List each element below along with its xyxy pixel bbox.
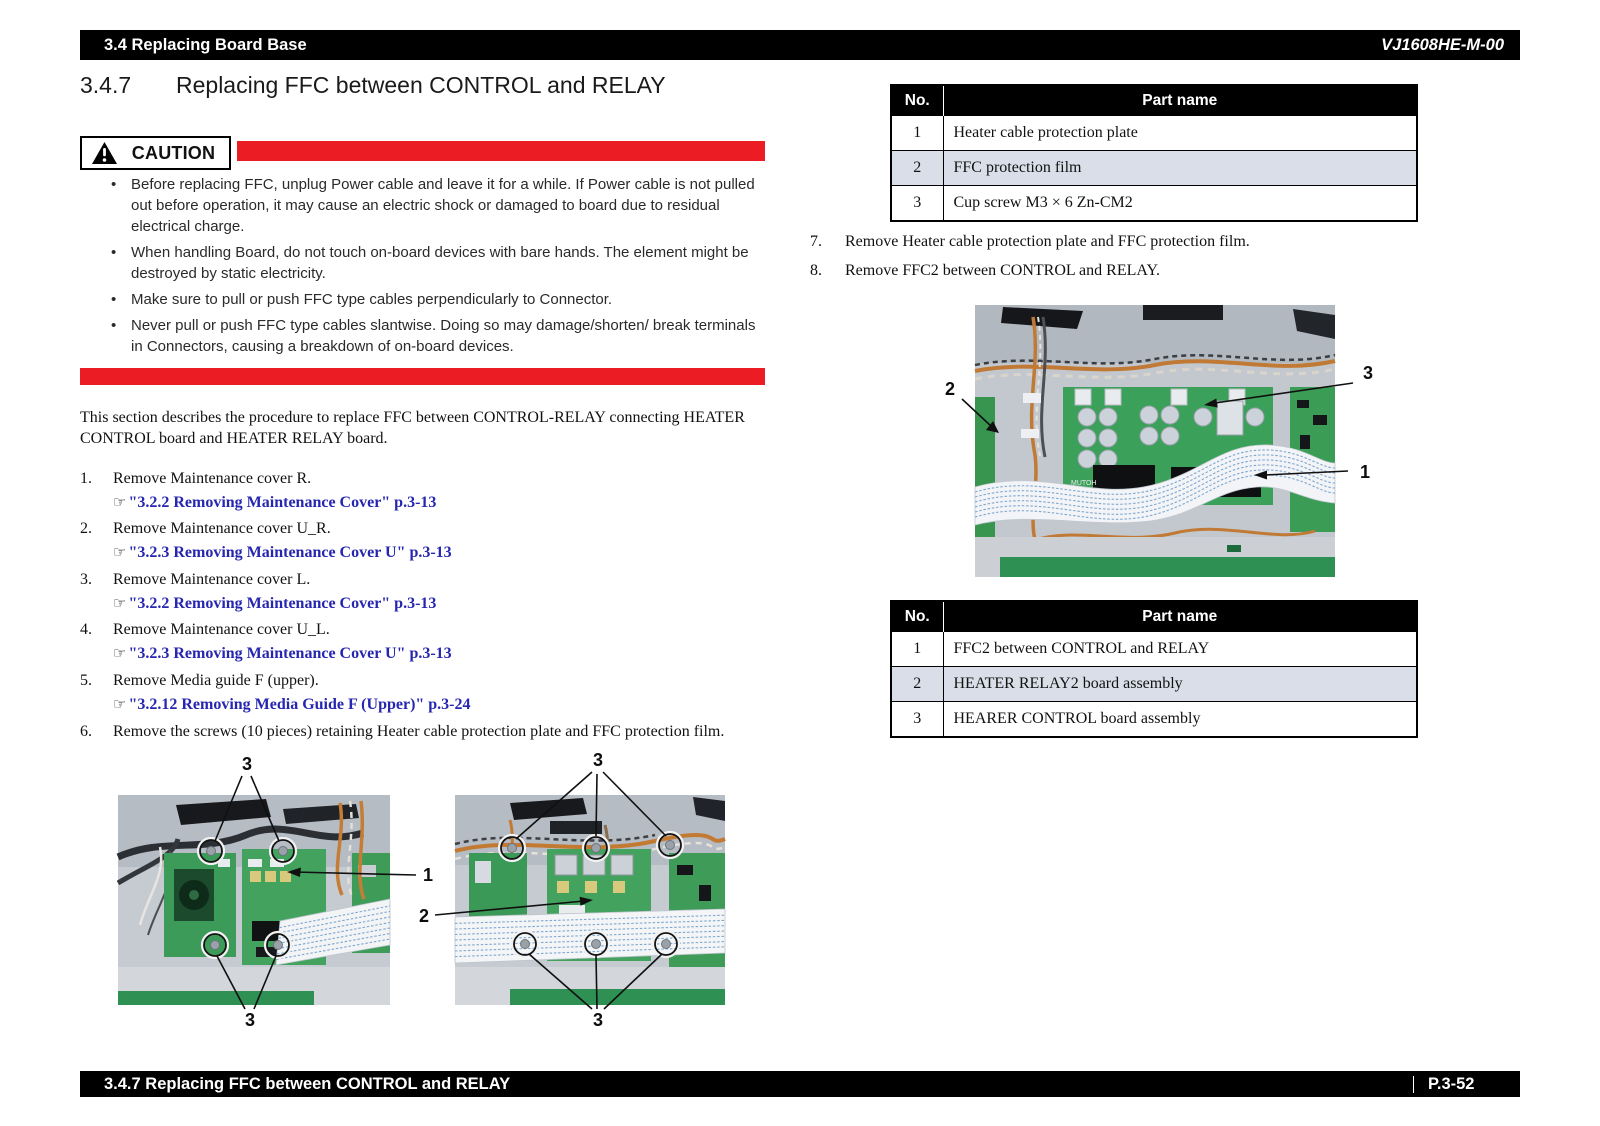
reference-hand-icon: ☞ [113, 493, 127, 511]
table-row [891, 667, 1417, 702]
caution-red-bar [237, 141, 765, 161]
parts-table-bottom [890, 600, 1418, 738]
table-row [891, 116, 1417, 151]
table-row [891, 632, 1417, 667]
warning-triangle-icon [91, 141, 118, 165]
step-text: Remove FFC2 between CONTROL and RELAY. [845, 262, 1160, 279]
photo-relay-board [975, 305, 1335, 577]
caution-label: CAUTION [131, 142, 216, 163]
step-item [80, 469, 770, 513]
caution-item-text: Make sure to pull or push FFC type cables perpendicularly to Connector. [131, 291, 613, 308]
step-item [80, 519, 770, 563]
table-header-row [891, 85, 1417, 116]
step-number: 2. [80, 520, 92, 537]
step-number: 4. [80, 621, 92, 638]
table-row [891, 702, 1417, 738]
step-text: Remove Maintenance cover L. [113, 571, 311, 588]
cell-part: Cup screw M3 × 6 Zn-CM2 [943, 186, 1417, 222]
cell-part: Heater cable protection plate [943, 116, 1417, 151]
step-reference-link[interactable]: "3.2.3 Removing Maintenance Cover U" p.3-13 [128, 645, 452, 662]
step-number: 6. [80, 723, 92, 740]
cell-no: 3 [891, 186, 943, 222]
caution-item [108, 174, 758, 237]
step-item [80, 722, 780, 742]
step-reference-link[interactable]: "3.2.2 Removing Maintenance Cover" p.3-13 [128, 595, 437, 612]
callout-label: 2 [418, 906, 430, 926]
table-row [891, 186, 1417, 222]
step-number: 1. [80, 470, 92, 487]
table-header-row [891, 601, 1417, 632]
callout-label: 3 [241, 754, 253, 774]
step-reference-link[interactable]: "3.2.12 Removing Media Guide F (Upper)" p.3-24 [128, 696, 471, 713]
step-item [80, 671, 770, 715]
caution-item-text: Never pull or push FFC type cables slantwise. Doing so may damage/shorten/ break terminals in Connectors, causing a breakdown of on-board devices. [131, 317, 756, 355]
callout-label: 1 [423, 865, 434, 885]
step-reference-link[interactable]: "3.2.2 Removing Maintenance Cover" p.3-13 [128, 494, 437, 511]
step-text: Remove Maintenance cover R. [113, 470, 312, 487]
cell-no: 2 [891, 667, 943, 702]
col-header-no: No. [891, 85, 943, 116]
callout-label: 3 [244, 1010, 256, 1030]
cell-no: 1 [891, 116, 943, 151]
reference-hand-icon: ☞ [113, 543, 127, 561]
reference-hand-icon: ☞ [113, 594, 127, 612]
parts-table-top [890, 84, 1418, 222]
caution-item-text: When handling Board, do not touch on-board devices with bare hands. The element might be destroyed by static electricity. [131, 244, 749, 282]
callout-label: 2 [944, 379, 956, 399]
step-text: Remove Maintenance cover U_R. [113, 520, 331, 537]
page-number: P.3-52 [1428, 1074, 1475, 1093]
section-number: 3.4.7 [80, 72, 132, 98]
cell-part: HEARER CONTROL board assembly [943, 702, 1417, 738]
cell-part: FFC2 between CONTROL and RELAY [943, 632, 1417, 667]
cell-no: 3 [891, 702, 943, 738]
step-text: Remove the screws (10 pieces) retaining Heater cable protection plate and FFC protection film. [113, 723, 725, 740]
cell-no: 2 [891, 151, 943, 186]
footer-bar [80, 1071, 1520, 1097]
callout-label: 1 [1359, 462, 1371, 482]
callout-label: 3 [592, 1010, 604, 1030]
step-text: Remove Maintenance cover U_L. [113, 621, 330, 638]
reference-hand-icon: ☞ [113, 695, 127, 713]
caution-list [108, 174, 758, 362]
col-header-no: No. [891, 601, 943, 632]
section-title-text: Replacing FFC between CONTROL and RELAY [176, 72, 666, 98]
reference-hand-icon: ☞ [113, 644, 127, 662]
step-number: 3. [80, 571, 92, 588]
figure-screw-locations [80, 748, 770, 1040]
caution-box [80, 136, 231, 170]
intro-paragraph: This section describes the procedure to replace FFC between CONTROL-RELAY connecting HEATER CONTROL board and HEATER RELAY board. [80, 409, 745, 447]
step-item [80, 570, 770, 614]
caution-item [108, 315, 758, 357]
step-item [810, 232, 1450, 252]
header-section-title: 3.4 Replacing Board Base [104, 35, 307, 54]
step-number: 8. [810, 262, 822, 279]
board-brand-label: MUTOH [1071, 480, 1097, 487]
photo-left-board [118, 795, 390, 1005]
step-item [80, 620, 770, 664]
col-header-part: Part name [943, 601, 1417, 632]
caution-item [108, 289, 758, 310]
caution-end-red-bar [80, 368, 765, 385]
callout-label: 3 [592, 750, 604, 770]
col-header-part: Part name [943, 85, 1417, 116]
callout-label: 3 [1362, 363, 1374, 383]
table-row [891, 151, 1417, 186]
step-number: 7. [810, 233, 822, 250]
caution-item [108, 242, 758, 284]
step-text: Remove Media guide F (upper). [113, 672, 319, 689]
header-bar [80, 30, 1520, 60]
cell-part: FFC protection film [943, 151, 1417, 186]
header-model-code: VJ1608HE-M-00 [1381, 35, 1504, 54]
cell-no: 1 [891, 632, 943, 667]
step-item [810, 261, 1450, 281]
page-title [80, 72, 666, 99]
figure-ffc2-location [900, 293, 1400, 593]
step-reference-link[interactable]: "3.2.3 Removing Maintenance Cover U" p.3-13 [128, 544, 452, 561]
caution-item-text: Before replacing FFC, unplug Power cable and leave it for a while. If Power cable is not pulled out before operation, it may cause an electric shock or damaged to board due to residual electrical charge. [131, 176, 755, 235]
footer-section-title: 3.4.7 Replacing FFC between CONTROL and RELAY [104, 1074, 511, 1093]
step-text: Remove Heater cable protection plate and FFC protection film. [845, 233, 1250, 250]
cell-part: HEATER RELAY2 board assembly [943, 667, 1417, 702]
step-number: 5. [80, 672, 92, 689]
